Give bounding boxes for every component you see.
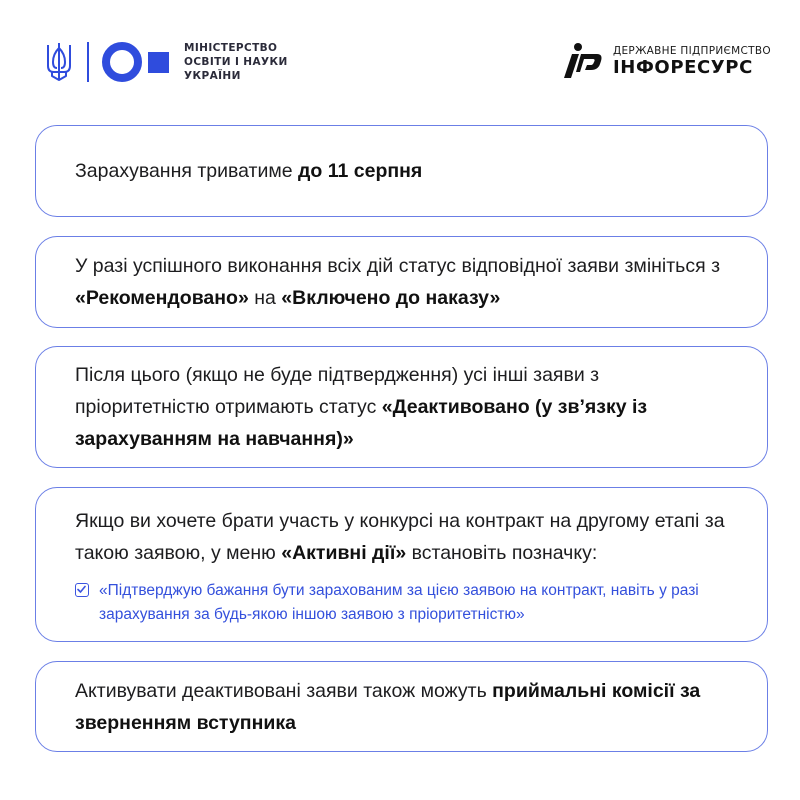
- header: [0, 0, 800, 110]
- ring-icon: [102, 42, 142, 82]
- card-text: [75, 359, 737, 455]
- checkbox-checked-icon: [75, 583, 89, 597]
- trident-icon: [46, 42, 72, 82]
- text-segment: Активувати деактивовані заяви також можуть: [75, 679, 493, 702]
- info-card-status-change: [35, 236, 768, 328]
- inforesurs-ip-icon: [563, 42, 603, 80]
- card-text: [75, 505, 737, 569]
- ministry-line-3: УКРАЇНИ: [184, 70, 241, 82]
- bold-segment: «Рекомендовано»: [75, 287, 249, 309]
- checkbox-label: «Підтверджую бажання бути зарахованим за цією заявою на контракт, навіть у разі зарахування за будь-якою іншою заявою з пріоритетністю»: [99, 582, 699, 623]
- logo-divider: [87, 42, 89, 82]
- text-segment: Якщо ви хочете брати участь у конкурсі на контракт на другому етапі за такою заявою, у меню: [75, 510, 725, 564]
- bold-segment: «Включено до наказу»: [281, 287, 501, 309]
- card-text: [75, 675, 737, 739]
- inforesurs-logo: [563, 42, 771, 80]
- bold-segment: до 11 серпня: [298, 160, 423, 182]
- info-card-deactivation: [35, 346, 768, 468]
- text-segment: У разі успішного виконання всіх дій статус відповідної заяви змініться з: [75, 255, 721, 277]
- card-text: [75, 155, 422, 187]
- square-icon: [148, 52, 169, 73]
- card-text: [75, 250, 737, 314]
- confirmation-checkbox-row: [75, 579, 737, 627]
- info-card-enrollment-deadline: [35, 125, 768, 217]
- bold-segment: «Деактивовано (у зв’язку із зарахуванням на навчання)»: [75, 396, 648, 450]
- text-segment: Після цього (якщо не буде підтвердження) усі інші заяви з пріоритетністю отримають статус: [75, 364, 600, 418]
- text-segment: Зарахування триватиме: [75, 160, 299, 182]
- inforesurs-subtitle: ДЕРЖАВНЕ ПІДПРИЄМСТВО: [613, 44, 771, 57]
- ministry-line-1: МІНІСТЕРСТВО: [184, 42, 278, 54]
- inforesurs-title: ІНФОРЕСУРС: [613, 56, 753, 78]
- text-segment: на: [248, 287, 282, 309]
- ministry-line-2: ОСВІТИ І НАУКИ: [184, 56, 288, 68]
- ministry-name: [184, 41, 288, 83]
- bold-segment: «Активні дії»: [281, 542, 407, 564]
- ministry-logo: [46, 40, 288, 84]
- info-card-reactivation: [35, 661, 768, 752]
- info-card-contract-competition: [35, 487, 768, 642]
- bold-segment: приймальні комісії за зверненням вступника: [75, 679, 701, 734]
- text-segment: встановіть позначку:: [406, 542, 598, 564]
